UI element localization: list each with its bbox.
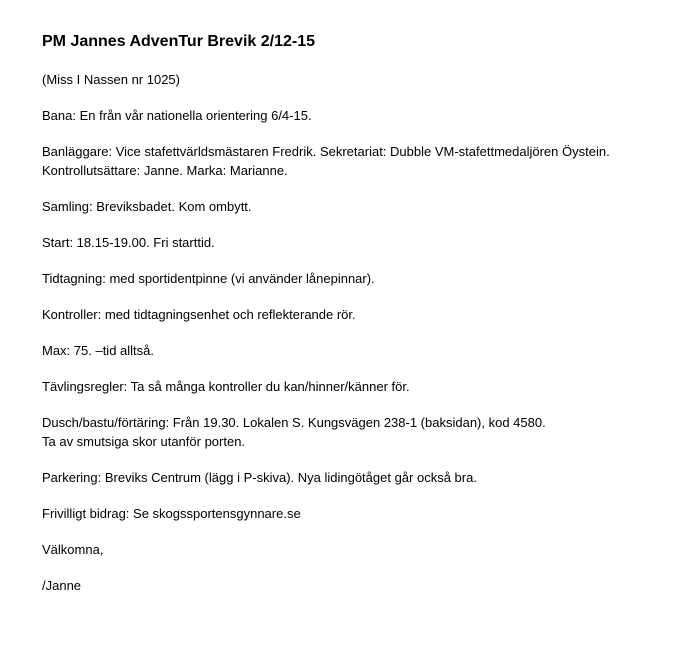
paragraph-line: Start: 18.15-19.00. Fri starttid. (42, 235, 215, 250)
paragraph-line: Banläggare: Vice stafettvärldsmästaren Fredrik. Sekretariat: Dubble VM-stafettmedaljören Öystein. (42, 144, 610, 159)
paragraph-max-time (42, 341, 662, 360)
document-body (42, 30, 662, 612)
document-title: PM Jannes AdvenTur Brevik 2/12-15 (42, 33, 315, 50)
paragraph-welcome (42, 540, 662, 559)
paragraph-line: Max: 75. –tid alltså. (42, 343, 154, 358)
paragraph-rules (42, 377, 662, 396)
paragraph-line: Dusch/bastu/förtäring: Från 19.30. Lokalen S. Kungsvägen 238-1 (baksidan), kod 4580. (42, 415, 546, 430)
paragraph-line: Samling: Breviksbadet. Kom ombytt. (42, 199, 252, 214)
paragraph-line: Kontrollutsättare: Janne. Marka: Marianne. (42, 163, 288, 178)
paragraph-timing (42, 269, 662, 288)
paragraph-contribution (42, 504, 662, 523)
paragraph-line: Tävlingsregler: Ta så många kontroller du kan/hinner/känner för. (42, 379, 410, 394)
paragraph-assembly (42, 197, 662, 216)
paragraph-line: Bana: En från vår nationella orientering 6/4-15. (42, 108, 312, 123)
paragraph-line: Kontroller: med tidtagningsenhet och reflekterande rör. (42, 307, 356, 322)
paragraph-shower (42, 413, 662, 451)
paragraph-line: Parkering: Breviks Centrum (lägg i P-skiva). Nya lidingötåget går också bra. (42, 470, 477, 485)
paragraph-line: Välkomna, (42, 542, 104, 557)
paragraph-course-setter (42, 142, 662, 180)
paragraph-controls (42, 305, 662, 324)
paragraph-line: /Janne (42, 578, 82, 593)
paragraph-line: (Miss I Nassen nr 1025) (42, 72, 180, 87)
paragraph-reference (42, 70, 662, 89)
paragraph-signature (42, 576, 662, 595)
paragraph-course (42, 106, 662, 125)
paragraph-line: Tidtagning: med sportidentpinne (vi använder lånepinnar). (42, 271, 375, 286)
paragraph-line: Frivilligt bidrag: Se skogssportensgynnare.se (42, 506, 301, 521)
paragraph-start (42, 233, 662, 252)
paragraph-parking (42, 468, 662, 487)
paragraph-line: Ta av smutsiga skor utanför porten. (42, 434, 246, 449)
